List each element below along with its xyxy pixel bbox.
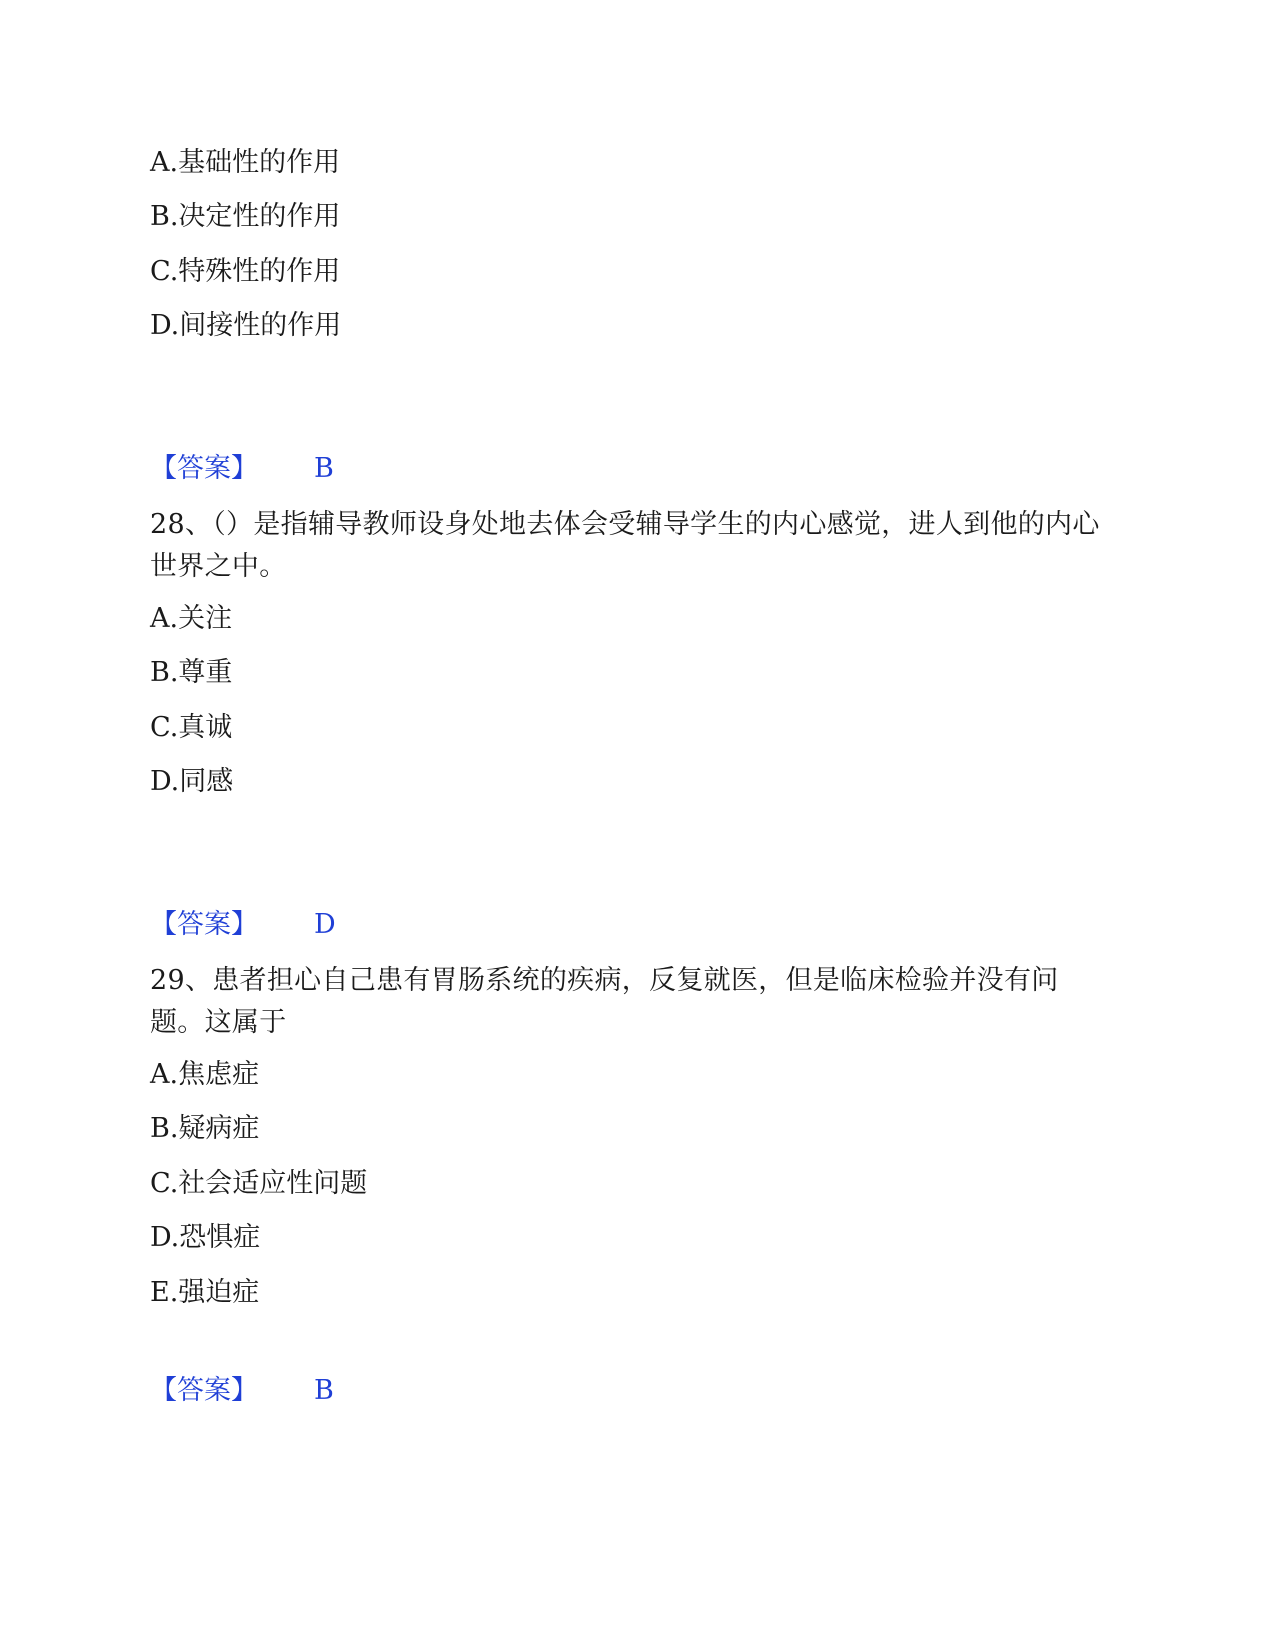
q28-option-d: D.同感: [150, 766, 234, 797]
q28-option-c: C.真诚: [150, 712, 233, 743]
q28-option-b: B.尊重: [150, 657, 233, 688]
q28-answer: [150, 908, 336, 942]
q29-option-a: A.焦虑症: [150, 1059, 260, 1090]
q27-answer: [150, 452, 334, 486]
answer-label: 【答案】: [150, 909, 258, 940]
q29-answer: [150, 1374, 334, 1408]
q27-option-a: A.基础性的作用: [150, 147, 341, 178]
answer-value: B: [314, 1375, 334, 1406]
answer-label: 【答案】: [150, 453, 258, 484]
answer-value: D: [314, 909, 336, 940]
q29-option-d: D.恐惧症: [150, 1222, 261, 1253]
q28-question: 28、（）是指辅导教师设身处地去体会受辅导学生的内心感觉，进人到他的内心世界之中。: [150, 509, 1100, 582]
q27-option-d: D.间接性的作用: [150, 310, 342, 341]
q28-option-a: A.关注: [150, 603, 233, 634]
q29-option-c: C.社会适应性问题: [150, 1168, 368, 1199]
q27-option-c: C.特殊性的作用: [150, 256, 341, 287]
answer-value: B: [314, 453, 334, 484]
q29-option-e: E.强迫症: [150, 1277, 260, 1308]
q27-option-b: B.决定性的作用: [150, 201, 341, 232]
q29-question: 29、患者担心自己患有胃肠系统的疾病，反复就医，但是临床检验并没有问题。这属于: [150, 965, 1059, 1038]
q29-option-b: B.疑病症: [150, 1113, 260, 1144]
answer-label: 【答案】: [150, 1375, 258, 1406]
